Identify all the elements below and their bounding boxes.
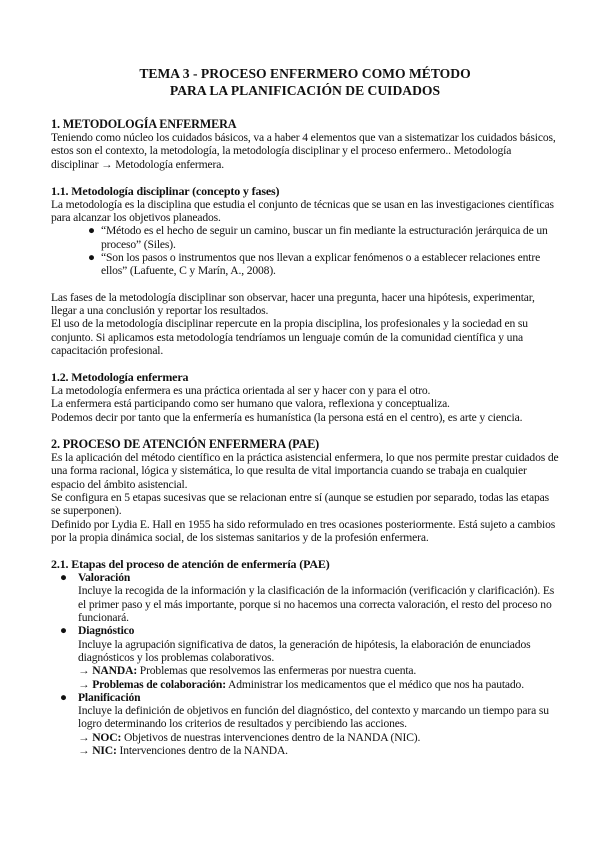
section-2-paragraph-1: Es la aplicación del método científico en la práctica asistencial enfermera, lo que nos permite prestar cuidados de una forma racional, lógica y sistemática, lo que resulta de vital importancia cuando se trabaja en cualquier espacio del ámbito asistencial. [51, 451, 559, 491]
stage-text: Incluye la definición de objetivos en función del diagnóstico, del contexto y marcando un tiempo para su logro determinando los criterios de resultados y percibiendo las acciones. [78, 704, 549, 731]
list-item [51, 224, 559, 251]
stage-diagnostico [51, 624, 559, 690]
list-item [51, 251, 559, 278]
section-2-heading: 2. PROCESO DE ATENCIÓN ENFERMERA (PAE) [51, 437, 320, 452]
bullet-icon: ● [60, 624, 67, 638]
section-1-2-heading: 1.2. Metodología enfermera [51, 370, 189, 385]
nic-label: NIC: [92, 743, 117, 757]
page-title [51, 66, 559, 99]
title-line-1: TEMA 3 - PROCESO ENFERMERO COMO MÉTODO [139, 66, 471, 81]
noc-line [78, 731, 559, 744]
section-2-1-heading: 2.1. Etapas del proceso de atención de enfermería (PAE) [51, 557, 330, 572]
bullet-icon: ● [88, 251, 95, 265]
stage-planificacion [51, 691, 559, 757]
section-1-heading: 1. METODOLOGÍA ENFERMERA [51, 117, 237, 131]
document-page [51, 66, 559, 757]
section-1-2-line-2: La enfermera está participando como ser humano que valora, reflexiona y conceptualiza. [51, 397, 450, 411]
stage-name: Valoración [78, 571, 131, 585]
phases-paragraph: Las fases de la metodología disciplinar son observar, hacer una pregunta, hacer una hipótesis, experimentar, llegar a una conclusión y reportar los resultados. [51, 290, 535, 317]
bullet-icon: ● [60, 571, 67, 585]
section-1-2-line-1: La metodología enfermera es una práctica orientada al ser y hacer con y para el otro. [51, 384, 431, 398]
noc-label: NOC: [92, 730, 122, 744]
arrow-icon: → [78, 743, 90, 757]
quote-list [51, 224, 559, 277]
section-1-1-heading: 1.1. Metodología disciplinar (concepto y fases) [51, 183, 280, 198]
colaboracion-line [78, 678, 559, 691]
section-2-paragraph-2: Se configura en 5 etapas sucesivas que se relacionan entre sí (aunque se estudien por separado, todas las etapas se superponen). [51, 490, 549, 518]
section-1-paragraph: Teniendo como núcleo los cuidados básicos, va a haber 4 elementos que van a sistematizar los cuidados básicos, estos son el contexto, la metodología, la metodología disciplinar y el proceso enfermero.. Metodología disciplinar → Metodología enfermera. [51, 131, 556, 171]
arrow-icon: → [78, 730, 90, 744]
nic-text: Intervenciones dentro de la NANDA. [119, 743, 288, 757]
section-2-paragraph-3: Definido por Lydia E. Hall en 1955 ha sido reformulado en tres ocasiones posteriormente. Está sujeto a cambios por la propia dinámica social, de los sistemas sanitarios y de la profesión enfermera. [51, 517, 556, 544]
nanda-line [78, 664, 559, 677]
quote-lafuente: “Son los pasos o instrumentos que nos llevan a explicar fenómenos o a establecer relaciones entre ellos” (Lafuente, C y Marín, A., 2008). [101, 251, 541, 278]
noc-text: Objetivos de nuestras intervenciones dentro de la NANDA (NIC). [123, 730, 421, 744]
stage-text: Incluye la recogida de la información y la clasificación de la información (verificación y clarificación). Es el primer paso y el más importante, porque si no hacemos una correcta valoración, el resto del proceso no funcionará. [78, 584, 555, 625]
stage-text: Incluye la agrupación significativa de datos, la generación de hipótesis, la elaboración de enunciados diagnósticos y los problemas colaborativos. [78, 637, 531, 664]
stage-name: Diagnóstico [78, 624, 135, 638]
nanda-text: Problemas que resolvemos las enfermeras por nuestra cuenta. [139, 664, 417, 678]
nanda-label: NANDA: [92, 664, 138, 678]
colaboracion-text: Administrar los medicamentos que el médico que nos ha pautado. [228, 677, 524, 691]
title-line-2: PARA LA PLANIFICACIÓN DE CUIDADOS [169, 82, 441, 98]
stage-valoracion [51, 571, 559, 624]
section-1-2-line-3: Podemos decir por tanto que la enfermería es humanística (la persona está en el centro), es arte y ciencia. [51, 410, 523, 424]
arrow-icon: → [78, 664, 90, 678]
arrow-icon: → [78, 677, 90, 691]
nic-line [78, 744, 559, 757]
usage-paragraph: El uso de la metodología disciplinar repercute en la propia disciplina, los profesionales y la sociedad en su conjunto. Si aplicamos esta metodología tendríamos un lenguaje común de la comunidad científica y una capacitación profesional. [51, 317, 528, 357]
colaboracion-label: Problemas de colaboración: [92, 677, 226, 691]
quote-siles: “Método es el hecho de seguir un camino, buscar un fin mediante la estructuración jerárquica de un proceso” (Siles). [101, 224, 548, 251]
stage-name: Planificación [78, 690, 141, 704]
stages-list [51, 571, 559, 757]
bullet-icon: ● [60, 690, 67, 704]
bullet-icon: ● [88, 224, 95, 238]
section-1-1-intro: La metodología es la disciplina que estudia el conjunto de técnicas que se usan en las investigaciones científicas para alcanzar los objetivos planeados. [51, 197, 554, 225]
